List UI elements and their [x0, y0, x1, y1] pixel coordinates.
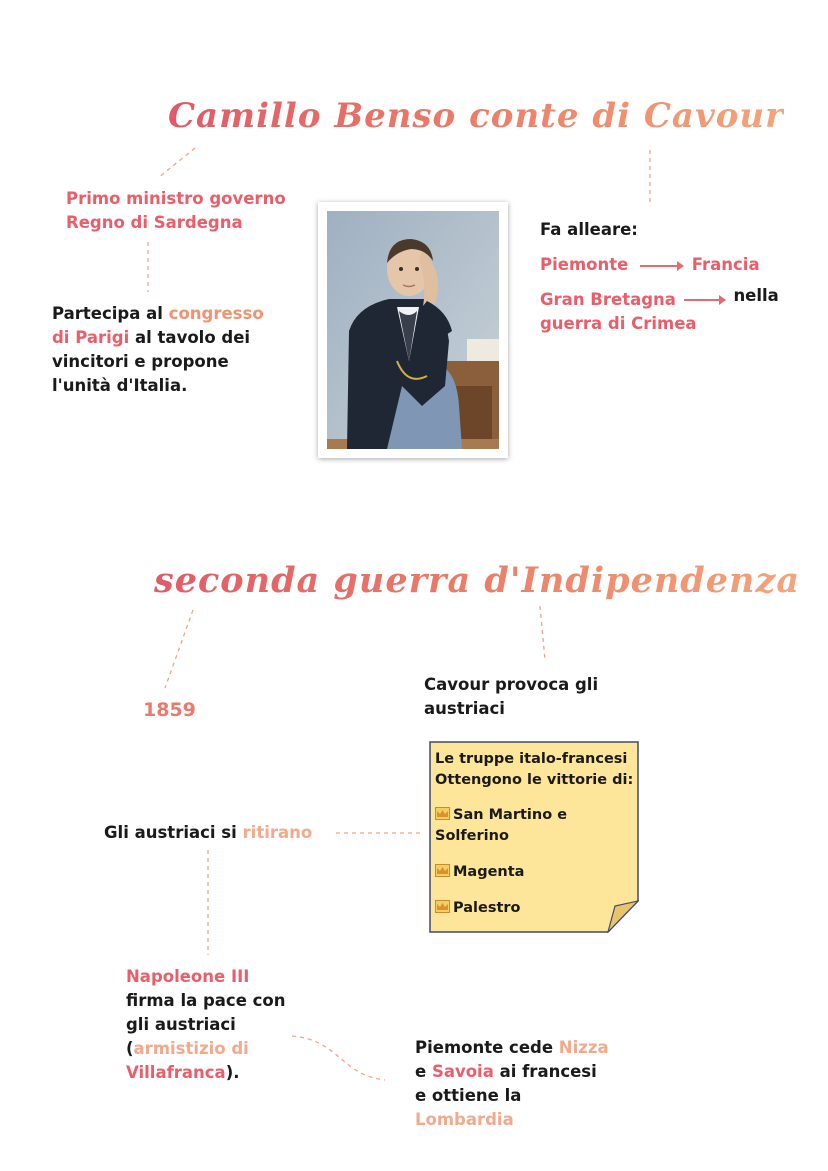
provoca-block: [424, 673, 598, 721]
crown-icon: [435, 900, 450, 913]
piemonte-cede-line1: [415, 1036, 609, 1060]
connector-title-left: [158, 148, 195, 178]
congresso-block: [52, 302, 264, 398]
crown-icon: [435, 807, 450, 820]
ritirano-highlight: ritirano: [242, 823, 313, 842]
savoia-label: Savoia: [431, 1062, 494, 1081]
primo-ministro-line2: Regno di Sardegna: [66, 213, 243, 232]
napoleone-name: Napoleone III: [126, 967, 250, 986]
section2-title: seconda guerra d'Indipendenza: [154, 560, 801, 601]
congresso-line2: [52, 326, 264, 350]
parigi-highlight: di Parigi: [52, 328, 130, 347]
note-item-1: [435, 805, 567, 826]
arrow-icon: [640, 265, 678, 267]
nizza-label: Nizza: [558, 1038, 609, 1057]
lombardia-label: Lombardia: [415, 1110, 514, 1129]
napoleone-line5: [126, 1061, 286, 1085]
note-intro-line1: Le truppe italo-francesi: [435, 751, 628, 767]
ritirano-text: Gli austriaci si: [104, 823, 243, 842]
san-martino-label: San Martino e: [453, 807, 568, 823]
note-item-3: [435, 898, 521, 919]
armistizio-label: armistizio di: [133, 1039, 249, 1058]
piemonte-cede-line2: [415, 1060, 609, 1084]
congresso-text1: Partecipa al: [52, 304, 169, 323]
paren-open: (: [126, 1039, 134, 1058]
note-intro-line2: Ottengono le vittorie di:: [435, 772, 634, 788]
magenta-label: Magenta: [453, 864, 525, 880]
congresso-highlight: congresso: [168, 304, 264, 323]
congresso-line4: l'unità d'Italia.: [52, 376, 188, 395]
provoca-line2: austriaci: [424, 699, 505, 718]
year-label: 1859: [143, 699, 196, 721]
palestro-label: Palestro: [453, 900, 521, 916]
connector-title2-right: [540, 606, 545, 660]
ai-francesi-text: ai francesi: [493, 1062, 597, 1081]
alliance-row-1: [540, 253, 779, 277]
note-item-2: [435, 862, 524, 883]
congresso-text2: al tavolo dei: [129, 328, 251, 347]
paren-close: ).: [225, 1063, 240, 1082]
alliance-row-2: [540, 288, 779, 312]
connector-napoleone-piemonte: [292, 1036, 385, 1080]
napoleone-block: [126, 965, 286, 1085]
piemonte-cede-line3: e ottiene la: [415, 1086, 522, 1105]
nella-label: nella: [733, 286, 779, 305]
primo-ministro-block: [66, 187, 286, 235]
sticky-note: [429, 741, 639, 933]
crown-icon: [435, 864, 450, 877]
portrait-frame: [318, 202, 508, 458]
congresso-line1: [52, 302, 264, 326]
fa-alleare-block: [540, 218, 779, 336]
piemonte-e-text: e: [415, 1062, 432, 1081]
connector-title2-left: [165, 610, 193, 688]
arrow-icon: [684, 299, 720, 301]
ritirano-block: [104, 821, 312, 845]
napoleone-line2: firma la pace con: [126, 991, 286, 1010]
piemonte-label: Piemonte: [540, 255, 629, 274]
villafranca-label: Villafranca: [126, 1063, 226, 1082]
francia-label: Francia: [691, 255, 760, 274]
crimea-label: guerra di Crimea: [540, 314, 697, 333]
gran-bretagna-label: Gran Bretagna: [540, 290, 676, 309]
provoca-line1: Cavour provoca gli: [424, 675, 599, 694]
section1-title: Camillo Benso conte di Cavour: [168, 96, 785, 136]
portrait-illustration: [327, 211, 499, 449]
napoleone-line4: [126, 1037, 286, 1061]
congresso-line3: vincitori e propone: [52, 352, 229, 371]
primo-ministro-line1: Primo ministro governo: [66, 189, 286, 208]
piemonte-cede-block: [415, 1036, 609, 1132]
solferino-label: Solferino: [435, 828, 509, 844]
napoleone-line3: gli austriaci: [126, 1015, 236, 1034]
piemonte-cede-text: Piemonte cede: [415, 1038, 559, 1057]
fa-alleare-intro: Fa alleare:: [540, 220, 638, 239]
